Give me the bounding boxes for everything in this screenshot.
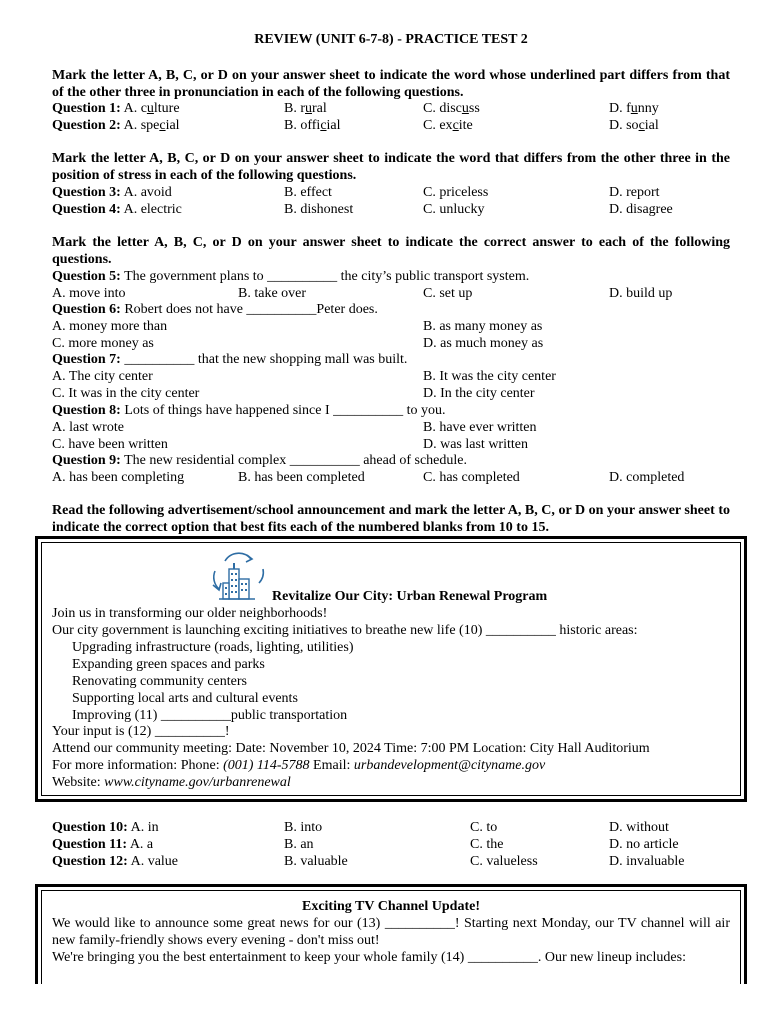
section1-instruction: Mark the letter A, B, C, or D on your answer sheet to indicate the word whose underlined part differs from that of the other three in pronunciation in each of the following questions. bbox=[52, 68, 730, 100]
section3-instruction: Mark the letter A, B, C, or D on your answer sheet to indicate the correct answer to each of the following questions. bbox=[52, 235, 730, 267]
option-d: D. social bbox=[609, 118, 659, 133]
question-8-stem: Question 8: Lots of things have happened since I __________ to you. bbox=[52, 403, 446, 418]
question-10: Question 10: A. in B. into C. to D. without bbox=[52, 820, 669, 835]
question-1: Question 1: A. culture B. rural C. discuss D. funny bbox=[52, 101, 659, 116]
ad-bullet: Upgrading infrastructure (roads, lighting, utilities) bbox=[72, 640, 354, 655]
city-renewal-icon bbox=[207, 549, 269, 601]
ad-website: www.cityname.gov/urbanrenewal bbox=[104, 775, 291, 790]
ad-line: Your input is (12) __________! bbox=[52, 724, 230, 739]
ad-bullet: Renovating community centers bbox=[72, 674, 247, 689]
question-7-options-ab: A. The city center B. It was the city center bbox=[52, 369, 556, 384]
question-2: Question 2: A. special B. official C. excite D. social bbox=[52, 118, 659, 133]
ad-line: Attend our community meeting: Date: November 10, 2024 Time: 7:00 PM Location: City Hall Auditorium bbox=[52, 741, 650, 756]
question-9-options: A. has been completing B. has been completed C. has completed D. completed bbox=[52, 470, 685, 485]
tv-title: Exciting TV Channel Update! bbox=[301, 899, 480, 914]
tv-paragraph-1: We would like to announce some great news for our (13) __________! Starting next Monday, our TV channel will air new family-friendly shows every evening - don't miss out! bbox=[52, 916, 730, 948]
ad-email: urbandevelopment@cityname.gov bbox=[353, 758, 546, 773]
question-5-options: A. move into B. take over C. set up D. build up bbox=[52, 286, 673, 301]
section4-instruction: Read the following advertisement/school announcement and mark the letter A, B, C, or D on your answer sheet to indicate the correct option that best fits each of the numbered blanks from 10 to 15. bbox=[52, 503, 730, 535]
ad-bullet: Expanding green spaces and parks bbox=[72, 657, 265, 672]
question-5-stem: Question 5: The government plans to __________ the city’s public transport system. bbox=[52, 269, 530, 284]
question-7-stem: Question 7: __________ that the new shopping mall was built. bbox=[52, 352, 408, 367]
question-8-options-ab: A. last wrote B. have ever written bbox=[52, 420, 537, 435]
ad-phone: (001) 114-5788 bbox=[223, 758, 310, 773]
section2-instruction: Mark the letter A, B, C, or D on your answer sheet to indicate the word that differs from the other three in the position of stress in each of the following questions. bbox=[52, 151, 730, 183]
ad-title: Revitalize Our City: Urban Renewal Program bbox=[272, 589, 548, 604]
option-d: D. funny bbox=[609, 101, 659, 116]
question-6-options-ab: A. money more than B. as many money as bbox=[52, 319, 543, 334]
question-8-options-cd: C. have been written D. was last written bbox=[52, 437, 528, 452]
ad-bullet: Supporting local arts and cultural events bbox=[72, 691, 298, 706]
ad-line: Our city government is launching exciting initiatives to breathe new life (10) __________ historic areas: bbox=[52, 623, 638, 638]
ad-website-line: Website: www.cityname.gov/urbanrenewal bbox=[52, 775, 291, 790]
page-title: REVIEW (UNIT 6-7-8) - PRACTICE TEST 2 bbox=[254, 32, 528, 47]
question-6-options-cd: C. more money as D. as much money as bbox=[52, 336, 544, 351]
question-9-stem: Question 9: The new residential complex __________ ahead of schedule. bbox=[52, 453, 467, 468]
ad-contact-line: For more information: Phone: (001) 114-5788 Email: urbandevelopment@cityname.gov bbox=[52, 758, 546, 773]
ad-bullet: Improving (11) __________public transportation bbox=[72, 708, 348, 723]
question-11: Question 11: A. a B. an C. the D. no article bbox=[52, 837, 679, 852]
option-c: C. excite bbox=[423, 118, 473, 133]
question-label: Question 1: bbox=[52, 101, 121, 116]
option-b: B. rural bbox=[284, 101, 327, 116]
question-6-stem: Question 6: Robert does not have __________Peter does. bbox=[52, 302, 378, 317]
question-4: Question 4: A. electric B. dishonest C. unlucky D. disagree bbox=[52, 202, 673, 217]
tv-paragraph-2: We're bringing you the best entertainment to keep your whole family (14) __________. Our new lineup includes: bbox=[52, 950, 686, 965]
question-7-options-cd: C. It was in the city center D. In the city center bbox=[52, 386, 535, 401]
ad-line: Join us in transforming our older neighborhoods! bbox=[52, 606, 328, 621]
option-b: B. official bbox=[284, 118, 341, 133]
question-12: Question 12: A. value B. valuable C. valueless D. invaluable bbox=[52, 854, 685, 869]
question-3: Question 3: A. avoid B. effect C. priceless D. report bbox=[52, 185, 660, 200]
option-c: C. discuss bbox=[423, 101, 480, 116]
